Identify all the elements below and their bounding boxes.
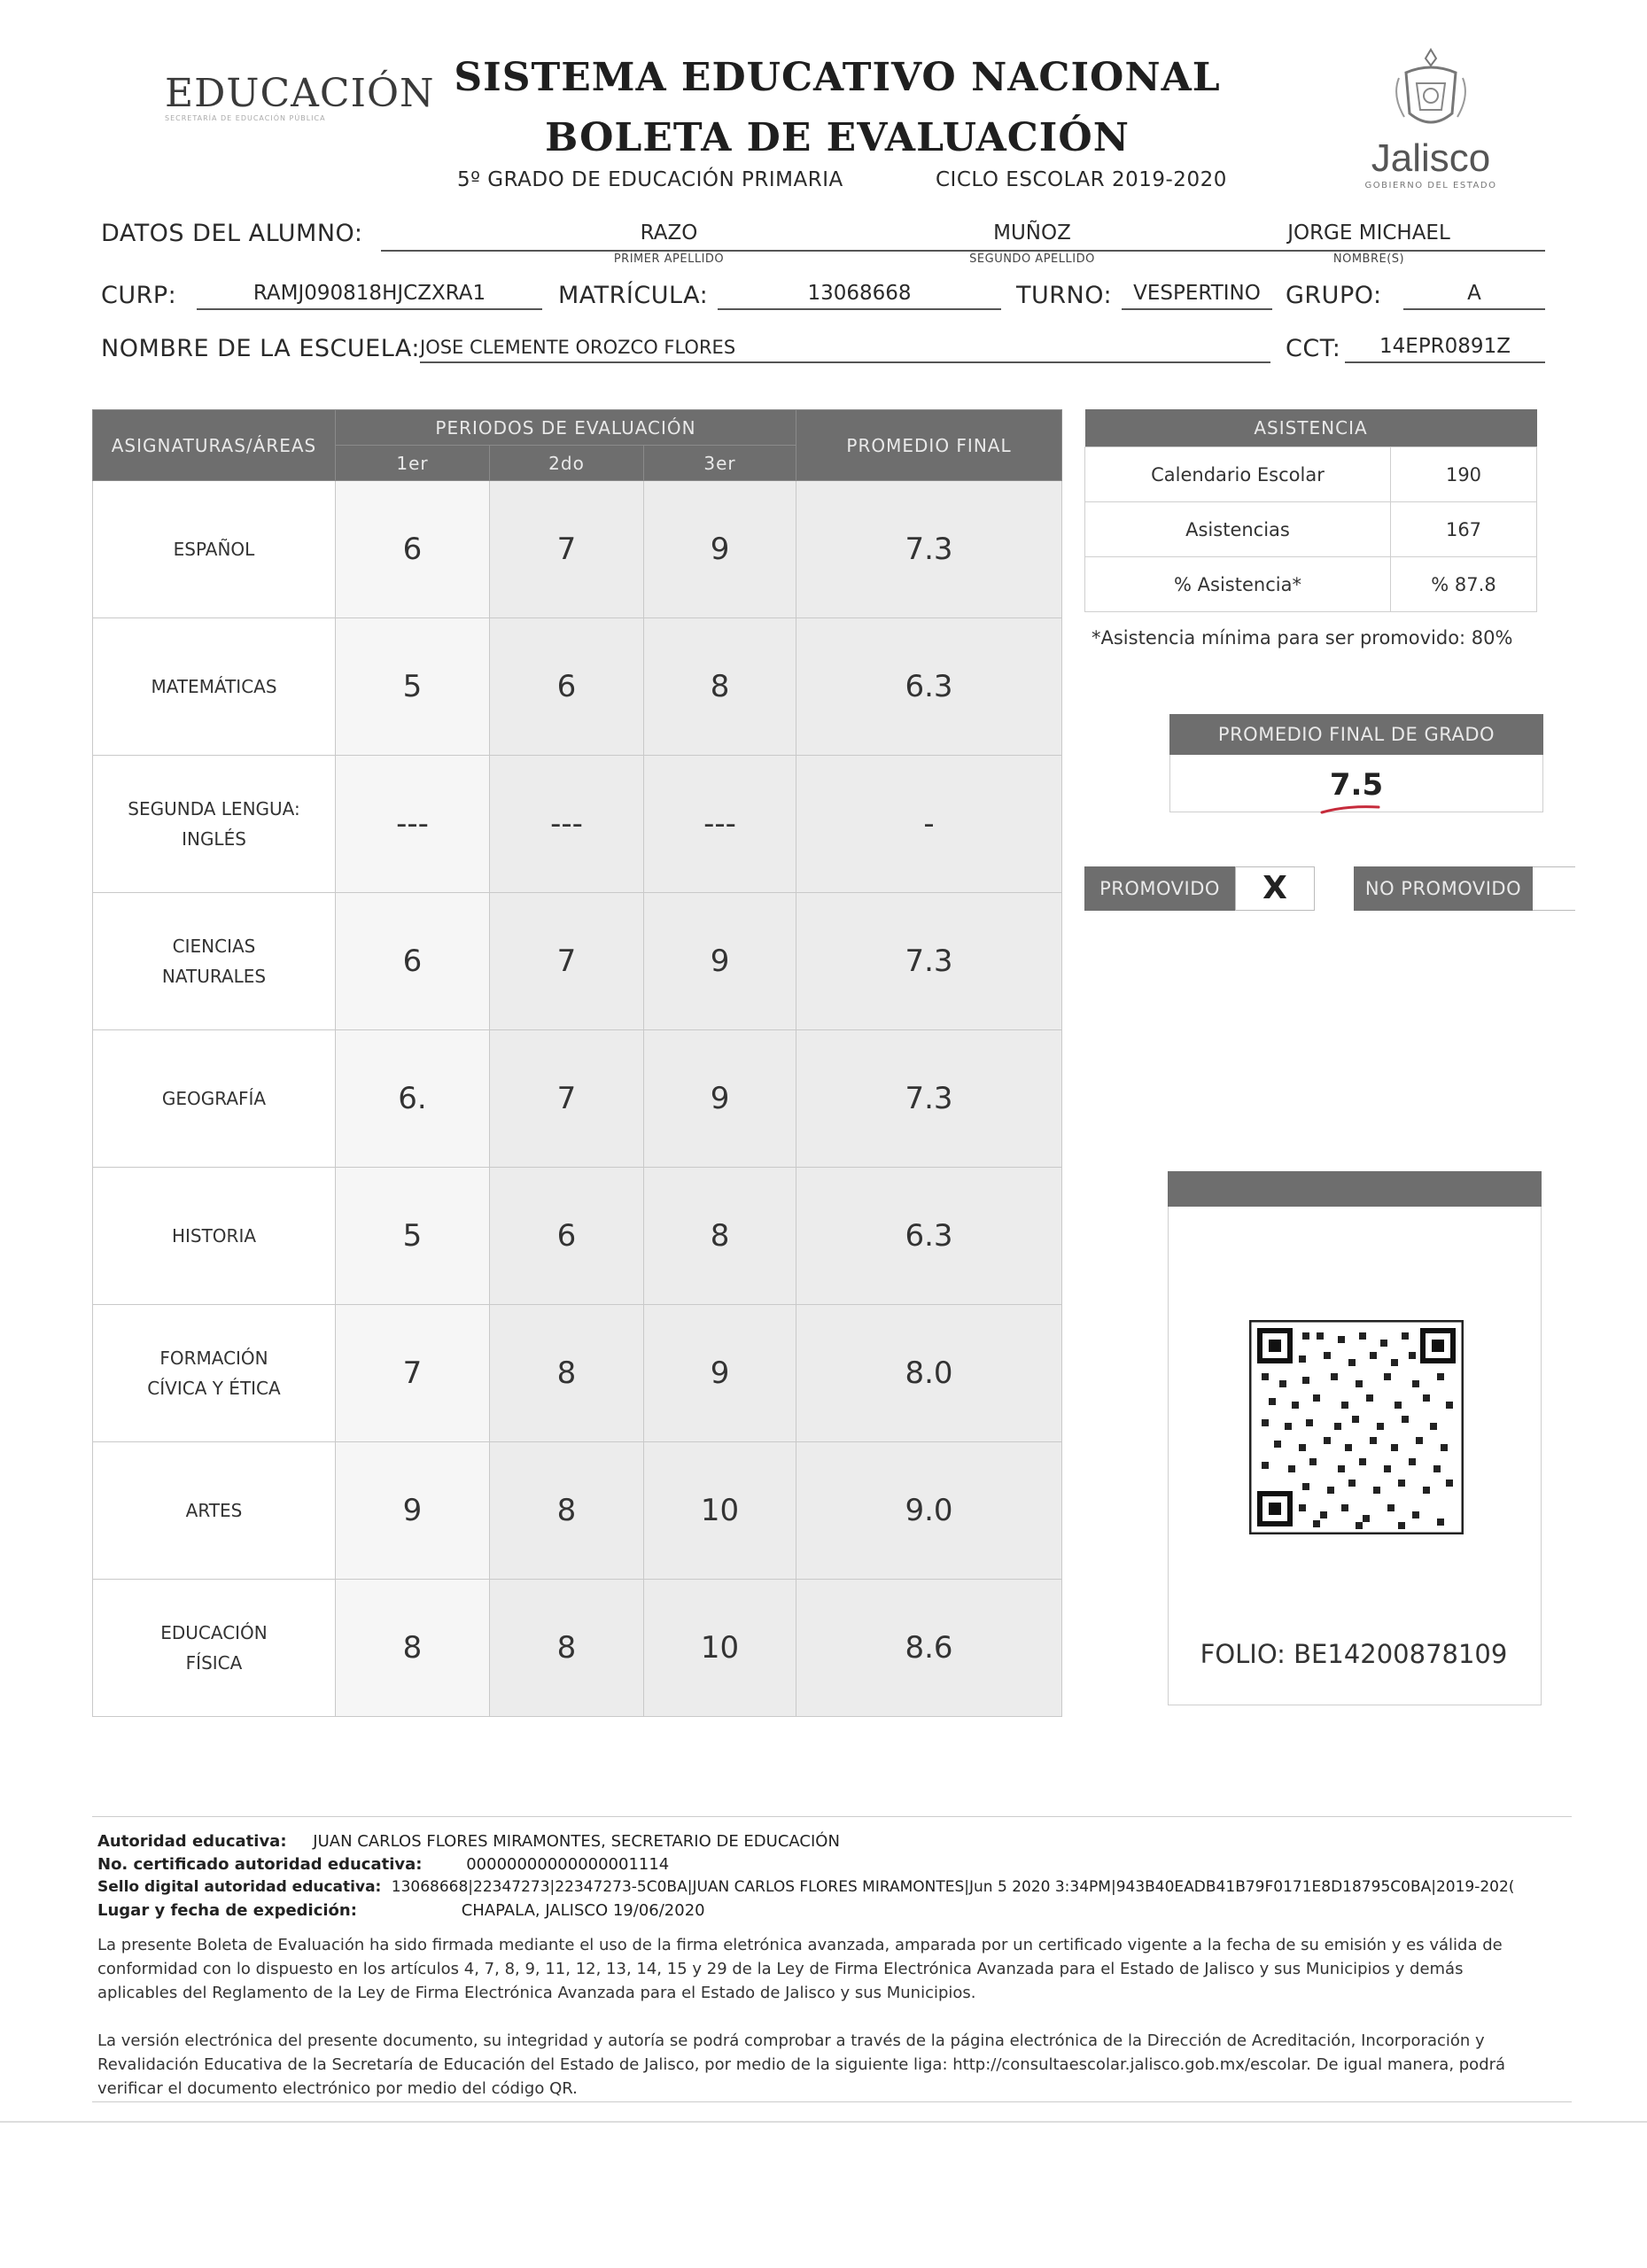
table-row xyxy=(1085,557,1537,612)
authority-row xyxy=(97,1832,840,1851)
col-subject-header: ASIGNATURAS/ÁREAS xyxy=(93,410,336,481)
promovido-checkbox xyxy=(1235,866,1315,911)
grade-cell: 6. xyxy=(336,1030,490,1168)
sep-logo-text: EDUCACIÓN xyxy=(165,71,435,116)
final-cell: 6.3 xyxy=(796,1168,1062,1305)
col-periods-header: PERIODOS DE EVALUACIÓN xyxy=(336,410,796,446)
grade-cell: 8 xyxy=(490,1580,644,1717)
folio-number: FOLIO: BE14200878109 xyxy=(1200,1639,1508,1669)
jalisco-logo-text: Jalisco xyxy=(1371,136,1491,180)
attendance-value: % 87.8 xyxy=(1391,557,1537,612)
subject-cell: ESPAÑOL xyxy=(93,481,336,618)
given-names: JORGE MICHAEL xyxy=(1287,221,1450,245)
grade-cell: --- xyxy=(336,756,490,893)
grade-cell: 6 xyxy=(490,618,644,756)
final-cell: 8.0 xyxy=(796,1305,1062,1442)
grade-cell: 9 xyxy=(644,481,796,618)
table-row xyxy=(93,1580,1062,1717)
authority-value: JUAN CARLOS FLORES MIRAMONTES, SECRETARIO DE EDUCACIÓN xyxy=(313,1832,840,1851)
table-row xyxy=(1085,502,1537,557)
document-title: SISTEMA EDUCATIVO NACIONAL xyxy=(454,55,1221,100)
attendance-note: *Asistencia mínima para ser promovido: 80% xyxy=(1092,627,1513,649)
grade-cell: 7 xyxy=(336,1305,490,1442)
jalisco-crest-icon xyxy=(1387,43,1475,140)
subject-cell: HISTORIA xyxy=(93,1168,336,1305)
table-row xyxy=(93,756,1062,893)
table-row xyxy=(93,481,1062,618)
attendance-value: 167 xyxy=(1391,502,1537,557)
grade-cell: 6 xyxy=(490,1168,644,1305)
school-value: JOSE CLEMENTE OROZCO FLORES xyxy=(420,337,1270,363)
authority-label: Autoridad educativa: xyxy=(97,1832,287,1851)
attendance-table xyxy=(1084,409,1537,612)
matricula-label: MATRÍCULA: xyxy=(558,282,709,309)
subject-cell: MATEMÁTICAS xyxy=(93,618,336,756)
grade-cell: --- xyxy=(644,756,796,893)
grade-cell: 7 xyxy=(490,893,644,1030)
school-cycle: CICLO ESCOLAR 2019-2020 xyxy=(936,168,1227,191)
sep-logo xyxy=(165,71,435,122)
grade-cell: 9 xyxy=(336,1442,490,1580)
first-surname-caption: PRIMER APELLIDO xyxy=(613,252,725,266)
cct-value: 14EPR0891Z xyxy=(1345,335,1545,363)
subject-cell: GEOGRAFÍA xyxy=(93,1030,336,1168)
second-surname-caption: SEGUNDO APELLIDO xyxy=(969,252,1095,266)
attendance-value: 190 xyxy=(1391,447,1537,502)
jalisco-logo xyxy=(1347,43,1515,190)
grade-cell: 5 xyxy=(336,1168,490,1305)
student-data-label: DATOS DEL ALUMNO: xyxy=(101,220,363,247)
attendance-title: ASISTENCIA xyxy=(1085,409,1537,447)
grade-cell: 6 xyxy=(336,893,490,1030)
qr-panel-header xyxy=(1168,1171,1542,1207)
footer-divider xyxy=(92,1816,1572,1817)
place-row xyxy=(97,1901,705,1920)
attendance-label: Asistencias xyxy=(1085,502,1391,557)
no-promovido-checkbox xyxy=(1533,866,1575,911)
table-row xyxy=(93,1168,1062,1305)
table-row xyxy=(93,1442,1062,1580)
school-label: NOMBRE DE LA ESCUELA: xyxy=(101,335,420,362)
grade-cell: 5 xyxy=(336,618,490,756)
grade-level: 5º GRADO DE EDUCACIÓN PRIMARIA xyxy=(457,168,843,191)
grade-cell: 8 xyxy=(490,1442,644,1580)
red-underline-mark xyxy=(1320,802,1382,816)
col-p2-header: 2do xyxy=(490,446,644,481)
cert-row xyxy=(97,1855,669,1874)
col-p3-header: 3er xyxy=(644,446,796,481)
curp-label: CURP: xyxy=(101,282,177,309)
place-label: Lugar y fecha de expedición: xyxy=(97,1901,357,1920)
grade-cell: 6 xyxy=(336,481,490,618)
legal-paragraph-1: La presente Boleta de Evaluación ha sido firmada mediante el uso de la firma eletrónica avanzada, amparada por un certificado vigente a la fecha de su emisión y es válida de conformidad con lo dispuesto en los artículos 4, 7, 8, 9, 11, 12, 13, 14, 15 y 29 de la Ley de Firma Electrónica Avanzada para el Estado de Jalisco y sus Municipios y demás aplicables del Reglamento de la Ley de Firma Electrónica Avanzada para el Estado de Jalisco y sus Municipios. xyxy=(97,1936,1503,2002)
turno-label: TURNO: xyxy=(1016,282,1113,309)
subject-cell: CIENCIAS NATURALES xyxy=(93,893,336,1030)
curp-value: RAMJ090818HJCZXRA1 xyxy=(197,282,542,310)
document-subtitle: BOLETA DE EVALUACIÓN xyxy=(545,115,1130,160)
place-value: CHAPALA, JALISCO 19/06/2020 xyxy=(461,1901,705,1920)
footer-bottom-divider xyxy=(92,2101,1572,2102)
legal-paragraph-2: La versión electrónica del presente documento, su integridad y autoría se podrá comprobar a través de la página electrónica de la Dirección de Acreditación, Incorporación y Revalidación Educativa de la Secretaría de Educación del Estado de Jalisco, por medio de la siguiente liga: http://consultaescolar.jalisco.gob.mx/escolar. De igual manera, podrá verificar el documento electrónico por medio del código QR. xyxy=(97,2031,1506,2098)
given-names-caption: NOMBRE(S) xyxy=(1332,252,1405,266)
final-cell: 7.3 xyxy=(796,481,1062,618)
grupo-label: GRUPO: xyxy=(1286,282,1382,309)
seal-value: 13068668|22347273|22347273-5C0BA|JUAN CARLOS FLORES MIRAMONTES|Jun 5 2020 3:34PM|943B40EADB41B79F0171E8D18795C0BA|2019-202( xyxy=(391,1878,1515,1896)
final-cell: 6.3 xyxy=(796,618,1062,756)
subject-cell: FORMACIÓN CÍVICA Y ÉTICA xyxy=(93,1305,336,1442)
grade-cell: 8 xyxy=(644,1168,796,1305)
grade-cell: 8 xyxy=(644,618,796,756)
subject-cell: EDUCACIÓN FÍSICA xyxy=(93,1580,336,1717)
no-promovido-label: NO PROMOVIDO xyxy=(1354,866,1533,911)
grade-cell: 7 xyxy=(490,481,644,618)
table-row xyxy=(93,1305,1062,1442)
col-p1-header: 1er xyxy=(336,446,490,481)
final-cell: 7.3 xyxy=(796,893,1062,1030)
cert-label: No. certificado autoridad educativa: xyxy=(97,1855,423,1874)
matricula-value: 13068668 xyxy=(718,282,1001,310)
student-name-line xyxy=(381,250,1545,252)
table-row xyxy=(93,893,1062,1030)
attendance-label: Calendario Escolar xyxy=(1085,447,1391,502)
grade-cell: 9 xyxy=(644,1305,796,1442)
turno-value: VESPERTINO xyxy=(1122,282,1272,310)
second-surname: MUÑOZ xyxy=(993,221,1071,245)
cct-label: CCT: xyxy=(1286,335,1341,362)
page-edge-line xyxy=(0,2121,1647,2123)
subject-cell: SEGUNDA LENGUA: INGLÉS xyxy=(93,756,336,893)
cert-value: 00000000000000001114 xyxy=(466,1855,670,1874)
seal-row xyxy=(97,1878,1572,1896)
final-average-value: 7.5 xyxy=(1329,767,1384,803)
grade-cell: 7 xyxy=(490,1030,644,1168)
grade-cell: 8 xyxy=(336,1580,490,1717)
sep-logo-subtext: SECRETARÍA DE EDUCACIÓN PÚBLICA xyxy=(165,114,326,122)
table-row xyxy=(1085,447,1537,502)
jalisco-logo-subtext: GOBIERNO DEL ESTADO xyxy=(1364,181,1497,190)
table-row xyxy=(93,618,1062,756)
grade-cell: 9 xyxy=(644,1030,796,1168)
promovido-mark: X xyxy=(1262,870,1287,906)
promovido-label: PROMOVIDO xyxy=(1084,866,1235,911)
grupo-value: A xyxy=(1403,282,1545,310)
grade-cell: 10 xyxy=(644,1580,796,1717)
grade-cell: --- xyxy=(490,756,644,893)
first-surname: RAZO xyxy=(640,221,698,245)
grade-cell: 8 xyxy=(490,1305,644,1442)
final-cell: 7.3 xyxy=(796,1030,1062,1168)
grade-cell: 10 xyxy=(644,1442,796,1580)
final-average-title: PROMEDIO FINAL DE GRADO xyxy=(1169,714,1543,755)
seal-label: Sello digital autoridad educativa: xyxy=(97,1878,382,1896)
table-row xyxy=(93,1030,1062,1168)
final-cell: 8.6 xyxy=(796,1580,1062,1717)
grades-table xyxy=(92,409,1062,1717)
qr-code-icon xyxy=(1249,1320,1464,1534)
attendance-label: % Asistencia* xyxy=(1085,557,1391,612)
grade-cell: 9 xyxy=(644,893,796,1030)
final-cell: - xyxy=(796,756,1062,893)
subject-cell: ARTES xyxy=(93,1442,336,1580)
final-cell: 9.0 xyxy=(796,1442,1062,1580)
col-final-header: PROMEDIO FINAL xyxy=(796,410,1062,481)
